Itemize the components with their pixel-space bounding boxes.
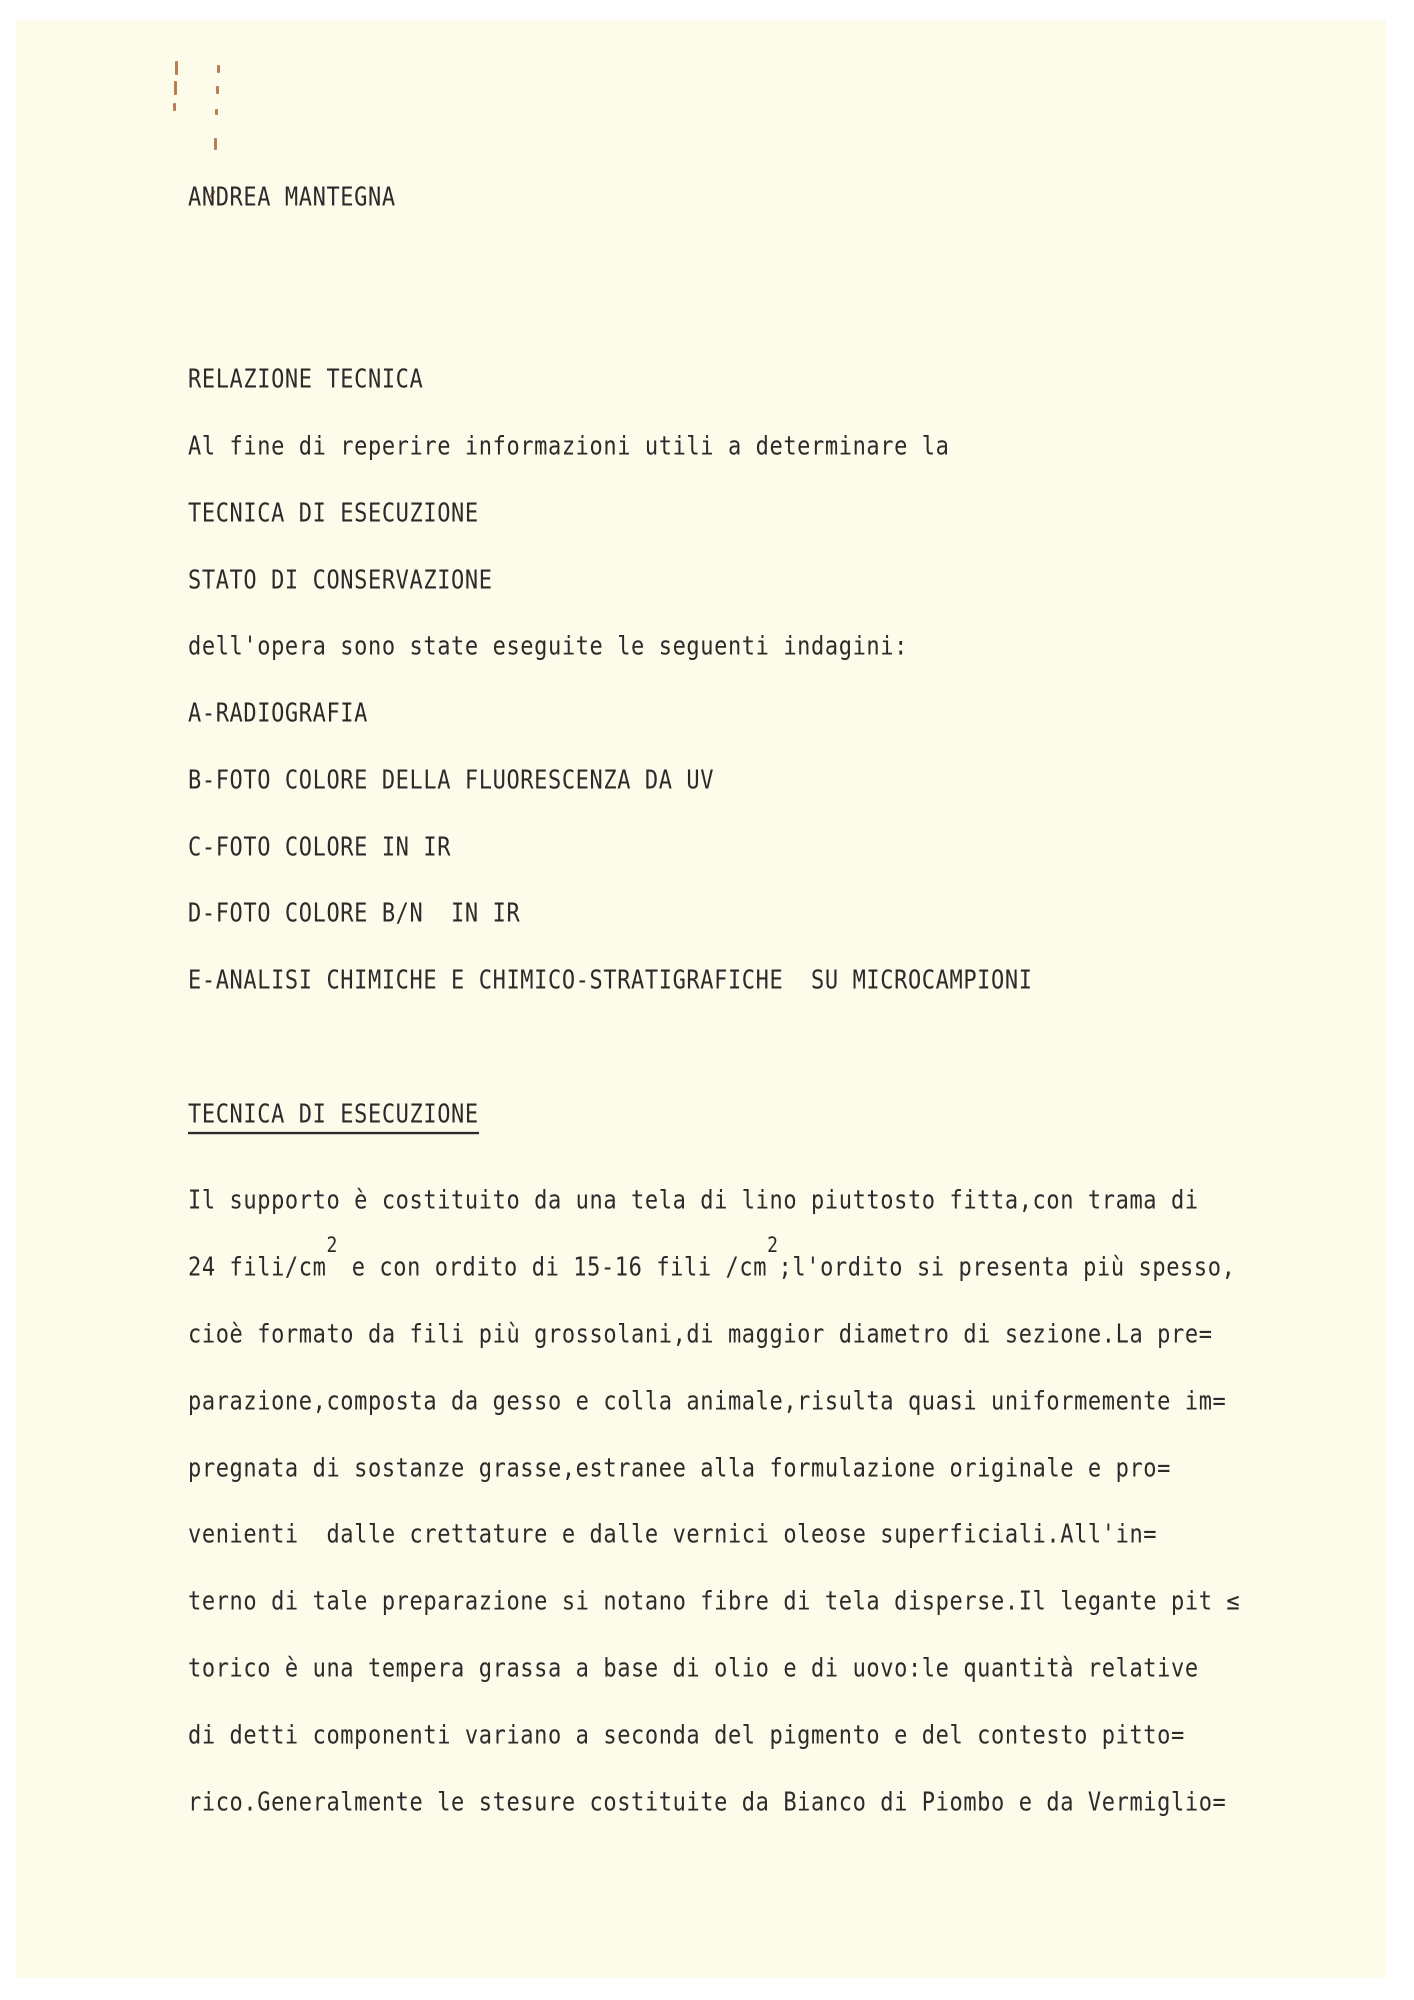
body-text: 24 fili/cm <box>188 1253 327 1283</box>
lead-in-text: dell'opera sono state eseguite le seguenti indagini: <box>188 632 908 662</box>
investigation-item: E-ANALISI CHIMICHE E CHIMICO-STRATIGRAFICHE SU MICROCAMPIONI <box>188 966 1033 996</box>
body-line: terno di tale preparazione si notano fibre di tela disperse.Il legante pit ≤ <box>188 1587 1241 1617</box>
body-line <box>188 1232 1236 1283</box>
body-line: parazione,composta da gesso e colla animale,risulta quasi uniformemente im= <box>188 1387 1227 1417</box>
body-line: di detti componenti variano a seconda del pigmento e del contesto pitto= <box>188 1721 1185 1751</box>
body-text: ;l'ordito si presenta più spesso, <box>778 1253 1236 1283</box>
body-text: e con ordito di 15-16 fili /cm <box>337 1253 768 1283</box>
intro-text: Al fine di reperire informazioni utili a determinare la <box>188 432 950 462</box>
body-line: rico.Generalmente le stesure costituite da Bianco di Piombo e da Vermiglio= <box>188 1788 1227 1818</box>
pencil-mark-left <box>175 61 178 75</box>
body-line: pregnata di sostanze grasse,estranee alla formulazione originale e pro= <box>188 1454 1172 1484</box>
pencil-mark-right <box>214 138 217 150</box>
body-line: torico è una tempera grassa a base di olio e di uovo:le quantità relative <box>188 1654 1199 1684</box>
pencil-mark-left <box>173 103 176 111</box>
investigation-item: C-FOTO COLORE IN IR <box>188 833 452 863</box>
body-line: venienti dalle crettature e dalle vernici oleose superficiali.All'in= <box>188 1520 1158 1550</box>
report-title: RELAZIONE TECNICA <box>188 365 424 395</box>
investigation-item: D-FOTO COLORE B/N IN IR <box>188 899 521 929</box>
purpose-conservation: STATO DI CONSERVAZIONE <box>188 566 493 596</box>
purpose-technique: TECNICA DI ESECUZIONE <box>188 499 479 529</box>
investigation-item: A-RADIOGRAFIA <box>188 699 368 729</box>
body-line: Il supporto è costituito da una tela di lino piuttosto fitta,con trama di <box>188 1186 1199 1216</box>
pencil-mark-right <box>215 109 218 115</box>
investigation-item: B-FOTO COLORE DELLA FLUORESCENZA DA UV <box>188 766 715 796</box>
section-heading: TECNICA DI ESECUZIONE <box>188 1100 479 1134</box>
pencil-mark-right <box>216 86 219 94</box>
pencil-mark-left <box>174 81 177 95</box>
pencil-mark-right <box>217 65 220 73</box>
body-line: cioè formato da fili più grossolani,di maggior diametro di sezione.La pre= <box>188 1320 1213 1350</box>
document-page <box>16 20 1386 1978</box>
superscript: 2 <box>767 1232 779 1258</box>
author-name: ANDREA MANTEGNA <box>188 183 396 213</box>
superscript: 2 <box>326 1232 338 1258</box>
